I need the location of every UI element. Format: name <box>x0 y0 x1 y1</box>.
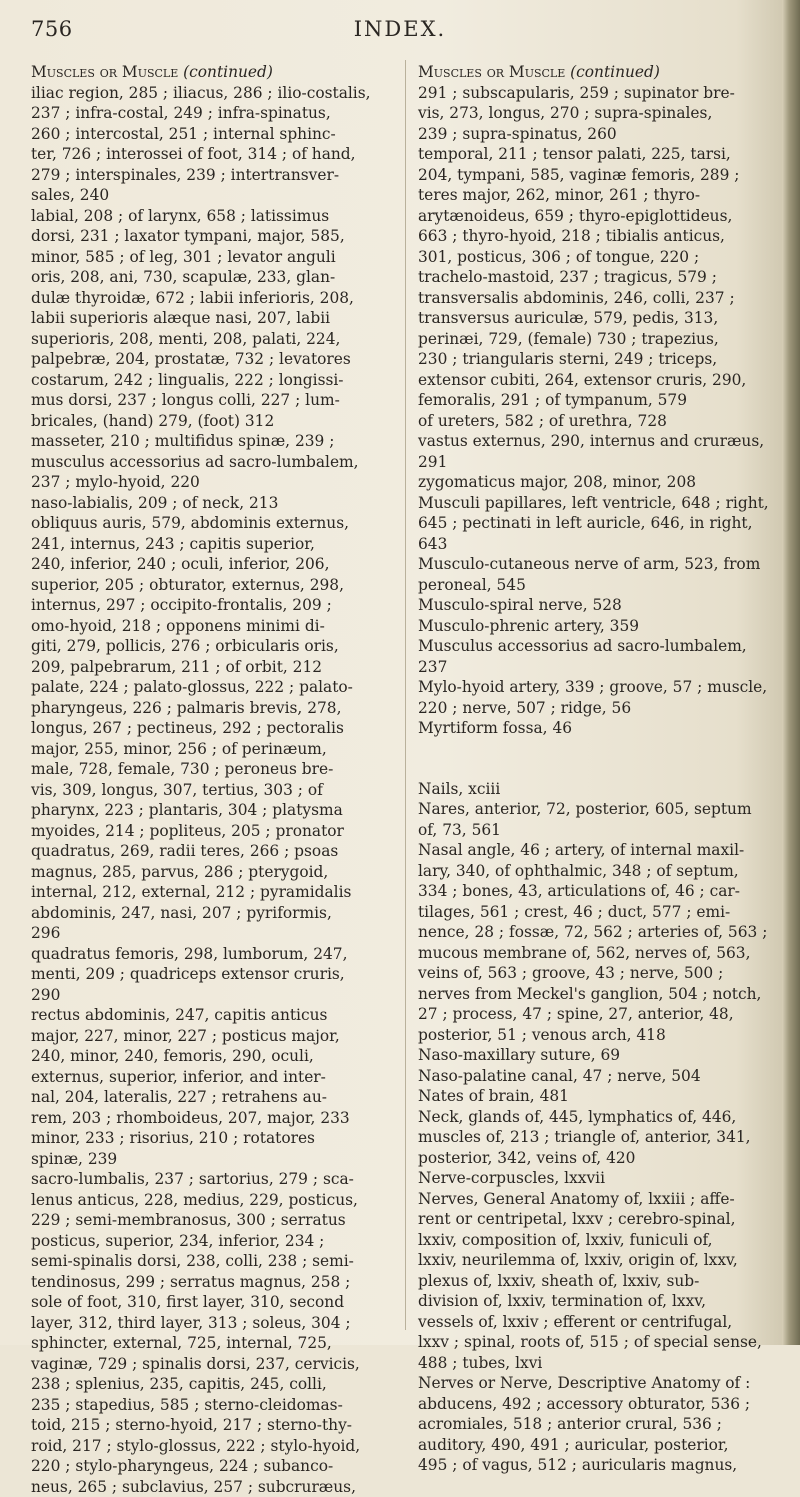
index-line: quadratus femoris, 298, lumborum, 247, <box>31 944 399 965</box>
index-line: Musculi papillares, left ventricle, 648 ; right, <box>418 493 776 514</box>
page-edge <box>782 0 800 1345</box>
index-line: 301, posticus, 306 ; of tongue, 220 ; <box>418 247 776 268</box>
index-line: minor, 233 ; risorius, 210 ; rotatores <box>31 1128 399 1149</box>
index-line: temporal, 211 ; tensor palati, 225, tarsi, <box>418 144 776 165</box>
entry-heading <box>418 62 776 83</box>
index-line: 334 ; bones, 43, articulations of, 46 ; car- <box>418 881 776 902</box>
index-line: 209, palpebrarum, 211 ; of orbit, 212 <box>31 657 399 678</box>
index-line: labii superioris alæque nasi, 207, labii <box>31 308 399 329</box>
index-line: vis, 273, longus, 270 ; supra-spinales, <box>418 103 776 124</box>
index-line: 27 ; process, 47 ; spine, 27, anterior, 48, <box>418 1004 776 1025</box>
index-line: 488 ; tubes, lxvi <box>418 1353 776 1374</box>
index-line <box>418 759 776 779</box>
index-line: 239 ; supra-spinatus, 260 <box>418 124 776 145</box>
index-line: extensor cubiti, 264, extensor cruris, 290, <box>418 370 776 391</box>
index-line: posterior, 51 ; venous arch, 418 <box>418 1025 776 1046</box>
index-entry <box>31 62 399 1497</box>
index-line: rent or centripetal, lxxv ; cerebro-spinal, <box>418 1209 776 1230</box>
index-line: palate, 224 ; palato-glossus, 222 ; palato- <box>31 677 399 698</box>
index-line: 291 <box>418 452 776 473</box>
index-line <box>418 739 776 759</box>
index-line: Musculo-phrenic artery, 359 <box>418 616 776 637</box>
index-line: femoralis, 291 ; of tympanum, 579 <box>418 390 776 411</box>
index-line: Musculus accessorius ad sacro-lumbalem, <box>418 636 776 657</box>
index-line: acromiales, 518 ; anterior crural, 536 ; <box>418 1414 776 1435</box>
index-line: Nates of brain, 481 <box>418 1086 776 1107</box>
heading-note: (continued) <box>570 63 660 81</box>
index-line: 279 ; interspinales, 239 ; intertransver- <box>31 165 399 186</box>
index-line: masseter, 210 ; multifidus spinæ, 239 ; <box>31 431 399 452</box>
index-line: 220 ; nerve, 507 ; ridge, 56 <box>418 698 776 719</box>
index-line: teres major, 262, minor, 261 ; thyro- <box>418 185 776 206</box>
index-line: internus, 297 ; occipito-frontalis, 209 ; <box>31 595 399 616</box>
index-line: labial, 208 ; of larynx, 658 ; latissimus <box>31 206 399 227</box>
index-line: abducens, 492 ; accessory obturator, 536 ; <box>418 1394 776 1415</box>
index-line: Naso-palatine canal, 47 ; nerve, 504 <box>418 1066 776 1087</box>
index-line: 290 <box>31 985 399 1006</box>
index-line: 296 <box>31 923 399 944</box>
index-line: sole of foot, 310, first layer, 310, second <box>31 1292 399 1313</box>
index-line: Musculo-cutaneous nerve of arm, 523, from <box>418 554 776 575</box>
index-line: superior, 205 ; obturator, externus, 298, <box>31 575 399 596</box>
index-line: magnus, 285, parvus, 286 ; pterygoid, <box>31 862 399 883</box>
index-line: Nerve-corpuscles, lxxvii <box>418 1168 776 1189</box>
index-line: peroneal, 545 <box>418 575 776 596</box>
index-line: externus, superior, inferior, and inter- <box>31 1067 399 1088</box>
index-line: nerves from Meckel's ganglion, 504 ; notch, <box>418 984 776 1005</box>
index-line: obliquus auris, 579, abdominis externus, <box>31 513 399 534</box>
index-line: sales, 240 <box>31 185 399 206</box>
index-line: trachelo-mastoid, 237 ; tragicus, 579 ; <box>418 267 776 288</box>
index-line: omo-hyoid, 218 ; opponens minimi di- <box>31 616 399 637</box>
index-line: major, 255, minor, 256 ; of perinæum, <box>31 739 399 760</box>
index-line: 237 ; mylo-hyoid, 220 <box>31 472 399 493</box>
index-line: internal, 212, external, 212 ; pyramidalis <box>31 882 399 903</box>
index-line: 237 ; infra-costal, 249 ; infra-spinatus, <box>31 103 399 124</box>
index-line: arytænoideus, 659 ; thyro-epiglottideus, <box>418 206 776 227</box>
index-line: male, 728, female, 730 ; peroneus bre- <box>31 759 399 780</box>
index-line: lxxiv, neurilemma of, lxxiv, origin of, lxxv, <box>418 1250 776 1271</box>
index-line: dulæ thyroidæ, 672 ; labii inferioris, 208, <box>31 288 399 309</box>
index-line: bricales, (hand) 279, (foot) 312 <box>31 411 399 432</box>
index-line: costarum, 242 ; lingualis, 222 ; longissi- <box>31 370 399 391</box>
index-line: mus dorsi, 237 ; longus colli, 227 ; lum- <box>31 390 399 411</box>
index-line: 230 ; triangularis sterni, 249 ; triceps, <box>418 349 776 370</box>
index-line: plexus of, lxxiv, sheath of, lxxiv, sub- <box>418 1271 776 1292</box>
index-line: 235 ; stapedius, 585 ; sterno-cleidomas- <box>31 1395 399 1416</box>
running-title: INDEX. <box>0 17 800 41</box>
index-line: 645 ; pectinati in left auricle, 646, in right, <box>418 513 776 534</box>
heading-term: Muscles or Muscle <box>31 63 178 81</box>
index-line: 241, internus, 243 ; capitis superior, <box>31 534 399 555</box>
index-line: rectus abdominis, 247, capitis anticus <box>31 1005 399 1026</box>
index-line: Nares, anterior, 72, posterior, 605, septum <box>418 799 776 820</box>
index-line: superioris, 208, menti, 208, palati, 224, <box>31 329 399 350</box>
index-line: Naso-maxillary suture, 69 <box>418 1045 776 1066</box>
index-line: minor, 585 ; of leg, 301 ; levator anguli <box>31 247 399 268</box>
index-line: oris, 208, ani, 730, scapulæ, 233, glan- <box>31 267 399 288</box>
index-line: naso-labialis, 209 ; of neck, 213 <box>31 493 399 514</box>
page-number: 756 <box>31 17 73 41</box>
index-line: neus, 265 ; subclavius, 257 ; subcruræus, <box>31 1477 399 1497</box>
index-line: posterior, 342, veins of, 420 <box>418 1148 776 1169</box>
index-line: vessels of, lxxiv ; efferent or centrifugal, <box>418 1312 776 1333</box>
index-line: auditory, 490, 491 ; auricular, posterior, <box>418 1435 776 1456</box>
index-line: vastus externus, 290, internus and cruræus, <box>418 431 776 452</box>
index-line: sphincter, external, 725, internal, 725, <box>31 1333 399 1354</box>
index-line: lxxiv, composition of, lxxiv, funiculi of, <box>418 1230 776 1251</box>
index-line: abdominis, 247, nasi, 207 ; pyriformis, <box>31 903 399 924</box>
index-line: Myrtiform fossa, 46 <box>418 718 776 739</box>
index-line: semi-spinalis dorsi, 238, colli, 238 ; semi- <box>31 1251 399 1272</box>
index-line: veins of, 563 ; groove, 43 ; nerve, 500 ; <box>418 963 776 984</box>
index-line: posticus, superior, 234, inferior, 234 ; <box>31 1231 399 1252</box>
index-line: nence, 28 ; fossæ, 72, 562 ; arteries of, 563 ; <box>418 922 776 943</box>
index-line: 495 ; of vagus, 512 ; auricularis magnus, <box>418 1455 776 1476</box>
index-line: lxxv ; spinal, roots of, 515 ; of special sense, <box>418 1332 776 1353</box>
index-line: Musculo-spiral nerve, 528 <box>418 595 776 616</box>
left-column <box>31 62 399 1497</box>
index-line: major, 227, minor, 227 ; posticus major, <box>31 1026 399 1047</box>
index-line: 260 ; intercostal, 251 ; internal sphinc- <box>31 124 399 145</box>
index-line: tilages, 561 ; crest, 46 ; duct, 577 ; emi- <box>418 902 776 923</box>
index-line: musculus accessorius ad sacro-lumbalem, <box>31 452 399 473</box>
index-line: Nails, xciii <box>418 779 776 800</box>
index-line: Nerves, General Anatomy of, lxxiii ; affe- <box>418 1189 776 1210</box>
index-line: iliac region, 285 ; iliacus, 286 ; ilio-costalis, <box>31 83 399 104</box>
index-line: menti, 209 ; quadriceps extensor cruris, <box>31 964 399 985</box>
index-line: dorsi, 231 ; laxator tympani, major, 585, <box>31 226 399 247</box>
index-line: toid, 215 ; sterno-hyoid, 217 ; sterno-thy- <box>31 1415 399 1436</box>
index-line: 238 ; splenius, 235, capitis, 245, colli, <box>31 1374 399 1395</box>
index-line: of ureters, 582 ; of urethra, 728 <box>418 411 776 432</box>
index-line: 220 ; stylo-pharyngeus, 224 ; subanco- <box>31 1456 399 1477</box>
index-line: Nerves or Nerve, Descriptive Anatomy of : <box>418 1373 776 1394</box>
index-line: Mylo-hyoid artery, 339 ; groove, 57 ; muscle, <box>418 677 776 698</box>
index-entry <box>418 62 776 1476</box>
entry-heading <box>31 62 399 83</box>
index-line: 291 ; subscapularis, 259 ; supinator bre- <box>418 83 776 104</box>
index-line: longus, 267 ; pectineus, 292 ; pectoralis <box>31 718 399 739</box>
index-line: lary, 340, of ophthalmic, 348 ; of septum, <box>418 861 776 882</box>
index-line: palpebræ, 204, prostatæ, 732 ; levatores <box>31 349 399 370</box>
index-line: zygomaticus major, 208, minor, 208 <box>418 472 776 493</box>
heading-note: (continued) <box>183 63 273 81</box>
index-line: perinæi, 729, (female) 730 ; trapezius, <box>418 329 776 350</box>
index-line: lenus anticus, 228, medius, 229, posticus, <box>31 1190 399 1211</box>
index-line: pharyngeus, 226 ; palmaris brevis, 278, <box>31 698 399 719</box>
index-line: 237 <box>418 657 776 678</box>
index-line: tendinosus, 299 ; serratus magnus, 258 ; <box>31 1272 399 1293</box>
index-line: Nasal angle, 46 ; artery, of internal maxil- <box>418 840 776 861</box>
column-divider <box>405 60 406 1330</box>
index-line: spinæ, 239 <box>31 1149 399 1170</box>
index-line: vis, 309, longus, 307, tertius, 303 ; of <box>31 780 399 801</box>
index-line: of, 73, 561 <box>418 820 776 841</box>
index-line: ter, 726 ; interossei of foot, 314 ; of hand, <box>31 144 399 165</box>
index-line: 229 ; semi-membranosus, 300 ; serratus <box>31 1210 399 1231</box>
index-line: transversus auriculæ, 579, pedis, 313, <box>418 308 776 329</box>
index-line: muscles of, 213 ; triangle of, anterior, 341, <box>418 1127 776 1148</box>
index-line: giti, 279, pollicis, 276 ; orbicularis oris, <box>31 636 399 657</box>
right-column <box>418 62 776 1476</box>
index-line: Neck, glands of, 445, lymphatics of, 446, <box>418 1107 776 1128</box>
heading-term: Muscles or Muscle <box>418 63 565 81</box>
index-line: nal, 204, lateralis, 227 ; retrahens au- <box>31 1087 399 1108</box>
index-line: 240, minor, 240, femoris, 290, oculi, <box>31 1046 399 1067</box>
index-line: 663 ; thyro-hyoid, 218 ; tibialis anticus, <box>418 226 776 247</box>
index-line: 643 <box>418 534 776 555</box>
index-line: roid, 217 ; stylo-glossus, 222 ; stylo-hyoid, <box>31 1436 399 1457</box>
index-line: mucous membrane of, 562, nerves of, 563, <box>418 943 776 964</box>
index-line: rem, 203 ; rhomboideus, 207, major, 233 <box>31 1108 399 1129</box>
index-line: pharynx, 223 ; plantaris, 304 ; platysma <box>31 800 399 821</box>
index-line: 204, tympani, 585, vaginæ femoris, 289 ; <box>418 165 776 186</box>
index-line: sacro-lumbalis, 237 ; sartorius, 279 ; sca- <box>31 1169 399 1190</box>
index-line: quadratus, 269, radii teres, 266 ; psoas <box>31 841 399 862</box>
index-line: myoides, 214 ; popliteus, 205 ; pronator <box>31 821 399 842</box>
index-line: 240, inferior, 240 ; oculi, inferior, 206, <box>31 554 399 575</box>
index-line: layer, 312, third layer, 313 ; soleus, 304 ; <box>31 1313 399 1334</box>
index-line: vaginæ, 729 ; spinalis dorsi, 237, cervicis, <box>31 1354 399 1375</box>
index-line: transversalis abdominis, 246, colli, 237 ; <box>418 288 776 309</box>
index-line: division of, lxxiv, termination of, lxxv, <box>418 1291 776 1312</box>
